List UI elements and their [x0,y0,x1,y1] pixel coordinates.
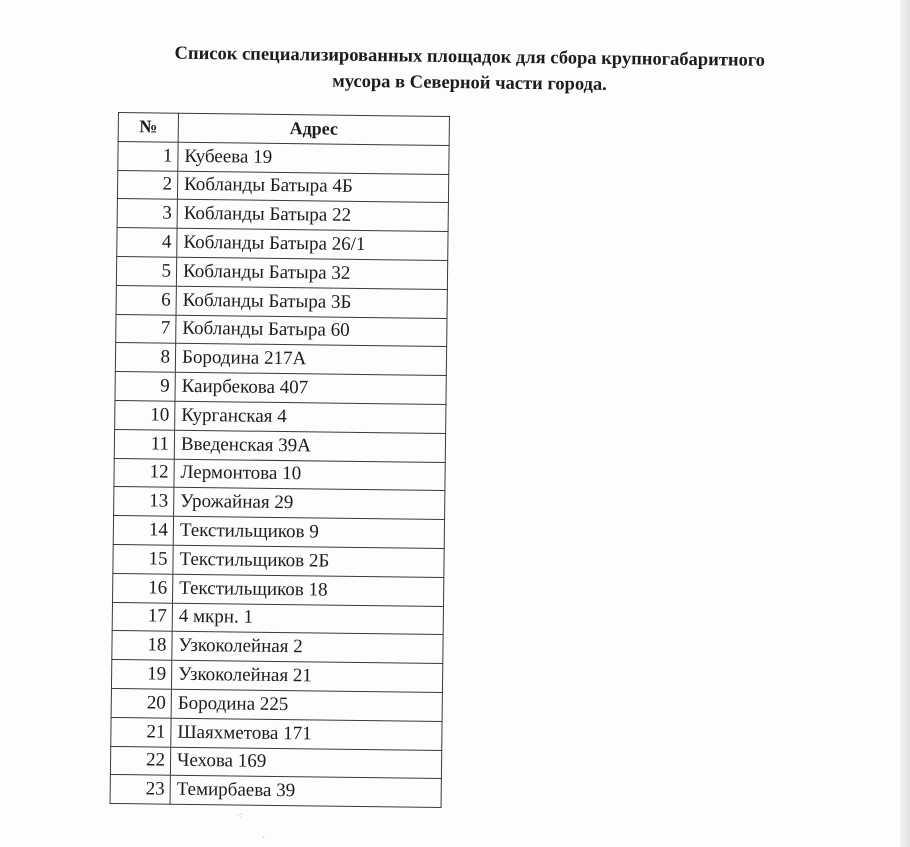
row-number: 8 [115,343,175,373]
table-row [115,400,446,433]
row-number: 11 [114,429,174,459]
table-body [110,141,449,807]
row-address: Кобланды Батыра 60 [176,315,447,347]
row-number: 19 [111,660,171,690]
row-address: Темирбаева 39 [170,776,441,808]
row-number: 14 [113,516,173,546]
table-row [111,717,442,750]
row-address: Каирбекова 407 [175,372,446,404]
table-row [114,487,445,520]
table-row [116,285,447,318]
row-number: 17 [112,602,172,632]
row-address: Чехова 169 [170,747,441,779]
row-address: Бородина 225 [171,689,442,721]
table-row [113,573,444,606]
row-address: Лермонтова 10 [174,459,445,491]
row-address: Шаяхметова 171 [171,718,442,750]
table-header-row [118,113,449,146]
row-address: Кобланды Батыра 22 [177,200,448,232]
row-address: Кобланды Батыра 4Б [177,171,448,203]
row-address: Курганская 4 [175,401,446,433]
table-row [110,746,441,779]
row-number: 21 [111,717,171,747]
row-number: 10 [115,400,175,430]
document-title [119,40,820,101]
row-address: Текстильщиков 18 [173,574,444,606]
table-row [114,458,445,491]
scan-speck: · [262,832,265,842]
row-address: Кобланды Батыра 3Б [176,286,447,318]
table-row [113,516,444,549]
address-table-container [110,112,450,808]
table-row [113,544,444,577]
row-number: 4 [117,228,177,258]
row-number: 6 [116,285,176,315]
row-number: 16 [113,573,173,603]
address-column-header: Адрес [178,113,449,145]
row-address: Узкоколейная 2 [172,632,443,664]
title-line-2: мусора в Северной части города. [332,71,607,95]
row-number: 20 [111,688,171,718]
row-address: Введенская 39А [174,430,445,462]
row-address: Текстильщиков 2Б [173,545,444,577]
row-number: 9 [115,372,175,402]
table-row [115,343,446,376]
row-number: 5 [116,256,176,286]
table-row [115,372,446,405]
table-row [112,631,443,664]
table-row [114,429,445,462]
row-number: 1 [118,141,178,171]
row-number: 13 [114,487,174,517]
row-number: 18 [112,631,172,661]
number-column-header: № [118,113,178,143]
row-number: 2 [117,170,177,200]
table-row [116,256,447,289]
address-table [110,112,450,808]
table-row [117,170,448,203]
row-number: 22 [110,746,170,776]
row-address: Бородина 217А [175,344,446,376]
table-row [117,228,448,261]
table-row [116,314,447,347]
row-address: Урожайная 29 [174,488,445,520]
row-number: 23 [110,775,170,805]
table-row [117,199,448,232]
table-row [112,602,443,635]
row-address: Кобланды Батыра 32 [176,257,447,289]
scan-speck: ·: [237,810,243,820]
row-number: 12 [114,458,174,488]
table-row [118,141,449,174]
row-address: Узкоколейная 21 [171,660,442,692]
page-edge-shadow [900,0,910,847]
row-number: 15 [113,544,173,574]
title-line-1: Список специализированных площадок для сбора крупногабаритного [174,43,766,71]
row-number: 7 [116,314,176,344]
table-row [110,775,441,808]
table-row [111,688,442,721]
row-address: Текстильщиков 9 [173,516,444,548]
row-address: 4 мкрн. 1 [172,603,443,635]
row-address: Кобланды Батыра 26/1 [177,228,448,260]
row-number: 3 [117,199,177,229]
table-row [111,660,442,693]
row-address: Кубеева 19 [178,142,449,174]
